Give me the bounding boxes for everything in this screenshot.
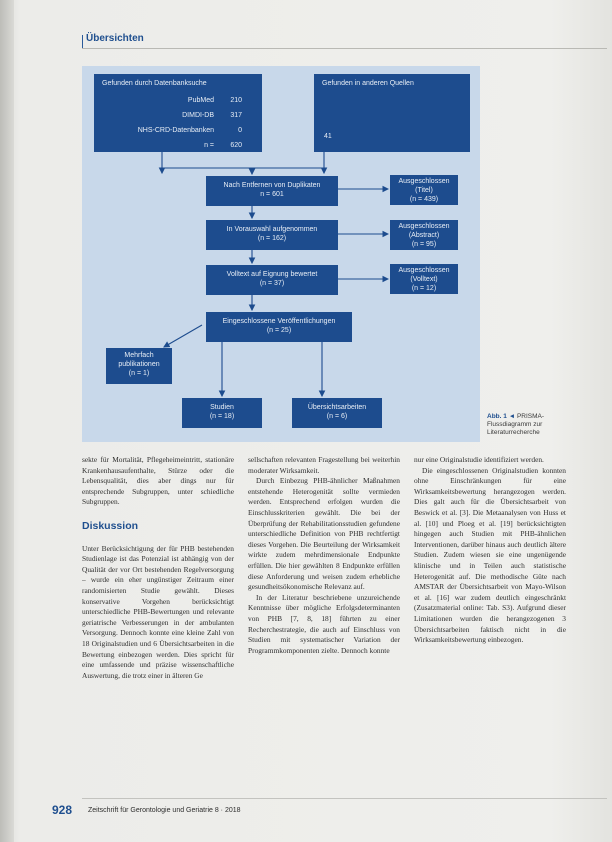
text-column-2: [248, 455, 400, 775]
col1-paragraph-1: sekte für Mortalität, Pflegeheimeintritt, stationäre Krankenhausaufenthalte, Stürze oder die Lebensqualität, dies aber dings nur für entsprechende Subgruppen, unter schiedliche Subgruppen.: [82, 455, 234, 507]
text-column-1: [82, 455, 234, 775]
db-row-nhs: NHS-CRD-Datenbanken 0: [137, 127, 242, 134]
header-marker: [82, 35, 83, 48]
box-other-title: Gefunden in anderen Quellen: [322, 80, 414, 87]
text-column-3: [414, 455, 566, 775]
db-row-dimdi: DIMDI-DB 317: [182, 112, 242, 119]
box-excluded-title: Ausgeschlossen (Titel) (n = 439): [390, 175, 458, 205]
col2-paragraph-2: Durch Einbezug PHB-ähnlicher Maßnahmen entstehende Heterogenität sollte vermieden werden. Entsprechend erfolgen wurden die Einschlusskriterien gewählt. Die bei der Überprüfung der Rehabilitationsstudien gefundene unterschiedliche Definition von PHB rechtfertigt dieses Vorgehen. Die Beurteilung der Wirksamkeit wirkte zudem mehrdimensionale Endpunkte erfüllen. Die hier gewählten 8 Endpunkte erfüllen diese Anforderung und weisen zudem erhebliche gesundheitsökonomische Relevanz auf.: [248, 476, 400, 592]
header-rule: [82, 48, 607, 49]
book-spine-shadow: [0, 0, 14, 842]
box-reviews: Übersichtsarbeiten (n = 6): [292, 398, 382, 428]
col3-paragraph-1: nur eine Originalstudie identifiziert werden.: [414, 455, 544, 464]
box-included: Eingeschlossene Veröffentlichungen (n = 25): [206, 312, 352, 342]
col3-paragraph-2: Die eingeschlossenen Originalstudien konnten ohne Einschränkungen für eine Wirksamkeitsbewertung herangezogen werden. Dies galt auch für die Übersichtsarbeit von Beswick et al. [3]. Die Metaanalysen von Huss et al. [10] und Ploeg et al. [19] berücksichtigten hingegen auch Studien mit PHB-ähnlichen Interventionen, darüber hinaus auch deutlich ältere Studien. Zudem wiesen sie eine ungenügende klinische und in Teilen auch statistische Heterogenität auf. Die methodische Güte nach AMSTAR der Übersichtsarbeit von Mayo-Wilson et al. [16] war zudem deutlich eingeschränkt (Zusatzmaterial online: Tab. S3). Aufgrund dieser Limitationen wurden die herangezogenen 3 Übersichtsarbeiten faktisch nicht in die Wirksamkeitsbewertung einbezogen.: [414, 465, 566, 645]
box-multiple-publications: Mehrfach publikationen (n = 1): [106, 348, 172, 384]
box-database-title: Gefunden durch Datenbanksuche: [102, 80, 207, 87]
box-excluded-fulltext: Ausgeschlossen (Volltext) (n = 12): [390, 264, 458, 294]
heading-diskussion: Diskussion: [82, 519, 139, 532]
db-row-pubmed: PubMed 210: [187, 97, 242, 104]
figure-caption: [487, 413, 549, 437]
caption-text: PRISMA-Flussdiagramm zur Literaturrecherche: [487, 413, 545, 436]
prisma-flow-figure: [82, 66, 480, 442]
caption-label: Abb. 1: [487, 413, 507, 420]
db-row-total: n = 620: [204, 142, 242, 149]
page-number: 928: [52, 803, 73, 817]
box-studies: Studien (n = 18): [182, 398, 262, 428]
caption-arrow: ◄: [508, 413, 516, 420]
section-title: Übersichten: [86, 33, 144, 44]
box-after-duplicates: Nach Entfernen von Duplikaten n = 601: [206, 176, 338, 206]
box-other-sources: [314, 74, 470, 152]
col1-paragraph-2: Unter Berücksichtigung der für PHB bestehenden Studienlage ist das Potenzial ist abhängig von der Qualität der vor Ort bestehenden Regelversorgung – wurde ein eher ungünstiger Zeitraum einer randomisierten Studie gewählt. Dieses konservative Vorgehen berücksichtigt unterschiedliche PHB-Bewertungen und relevante geriatrische Verbesserungen in der ambulanten Versorgung. Dennoch konnte eine kleine Zahl von 18 Originalstudien und 6 Übersichtsarbeiten in die Bewertung einbezogen werden. Dies spricht für eine umfassende und präzise wissenschaftliche Auswertung, die trotz einer in älteren Ge: [82, 543, 234, 680]
box-database-search: [94, 74, 262, 152]
col2-paragraph-3: In der Literatur beschriebene unzureichende Kenntnisse über mögliche Erfolgsdeterminanten von PHB [7, 8, 18] führten zu einer Recherchestrategie, die auch auf Einschluss von Studien mit systematischer Variation der Programmkomponenten zielte. Dennoch konnte: [248, 592, 400, 655]
other-count: 41: [324, 133, 332, 140]
footer-rule: [82, 798, 607, 799]
box-preselection: In Vorauswahl aufgenommen (n = 162): [206, 220, 338, 250]
col2-paragraph-1: sellschaften relevanten Fragestellung bei weiterhin moderater Wirksamkeit.: [248, 455, 400, 475]
journal-footer: Zeitschrift für Gerontologie und Geriatrie 8 · 2018: [88, 807, 241, 814]
box-excluded-abstract: Ausgeschlossen (Abstract) (n = 95): [390, 220, 458, 250]
box-fulltext-assessed: Volltext auf Eignung bewertet (n = 37): [206, 265, 338, 295]
